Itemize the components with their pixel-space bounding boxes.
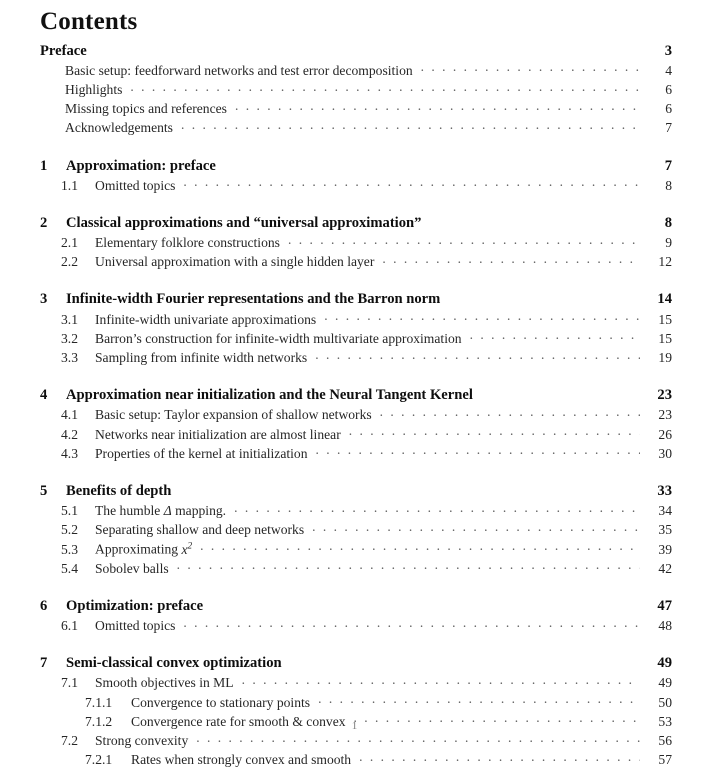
toc-entry-title: Acknowledgements: [65, 120, 173, 136]
toc-dot-leader: [421, 61, 640, 75]
toc-dot-leader: [380, 406, 640, 420]
toc-entry-number: 4.3: [61, 445, 78, 461]
toc-entry-number: 3: [40, 291, 48, 308]
toc-entry-page-number: 42: [658, 560, 672, 576]
toc-entry-title: Basic setup: Taylor expansion of shallow networks: [95, 407, 372, 423]
toc-entry-title: Highlights: [65, 81, 123, 97]
toc-entry-page-number: 15: [658, 330, 672, 346]
toc-entry-title: Strong convexity: [95, 733, 189, 749]
toc-entry-title: Missing topics and references: [65, 101, 227, 117]
toc-dot-leader: [95, 40, 640, 55]
toc-entry-page-number: 23: [657, 387, 672, 404]
toc-entry-number: 6: [40, 597, 48, 614]
toc-dot-leader: [290, 653, 640, 668]
toc-dot-leader: [242, 674, 640, 688]
toc-entry-number: 5.4: [61, 560, 78, 576]
toc-entry-page-number: 9: [665, 235, 672, 251]
toc-entry-number: 1: [40, 157, 48, 174]
toc-entry-number: 5.2: [61, 522, 78, 538]
toc-dot-leader: [288, 234, 640, 248]
toc-entry-number: 7.2: [61, 733, 78, 749]
toc-entry-title: Semi-classical convex optimization: [66, 655, 282, 672]
toc-dot-leader: [234, 502, 640, 516]
toc-entry-page-number: 56: [658, 733, 672, 749]
toc-entry-number: 7.2.1: [85, 752, 113, 768]
toc-entry-page-number: 4: [665, 62, 672, 78]
toc-entry-chapter[interactable]: [40, 40, 672, 58]
toc-entry-page-number: 6: [665, 81, 672, 97]
toc-entry-section[interactable]: [40, 617, 672, 633]
toc-dot-leader: [200, 540, 640, 554]
toc-entry-number: 7.1.2: [85, 713, 113, 729]
toc-entry-title: Approximating $x^2$: [95, 540, 193, 557]
toc-entry-chapter[interactable]: [40, 480, 672, 498]
toc-dot-leader: [316, 444, 640, 458]
toc-entry-chapter[interactable]: [40, 289, 672, 307]
toc-entry-number: 1.1: [61, 177, 78, 193]
toc-dot-leader: [224, 155, 640, 170]
toc-entry-title: Smooth objectives in ML: [95, 675, 234, 691]
toc-entry-front[interactable]: [40, 119, 672, 135]
toc-entry-number: 2: [40, 214, 48, 231]
toc-entry-page-number: 7: [665, 120, 672, 136]
toc-entry-title: Sampling from infinite width networks: [95, 350, 308, 366]
toc-entry-subsection[interactable]: [40, 751, 672, 767]
toc-entry-page-number: 19: [658, 350, 672, 366]
toc-dot-leader: [315, 348, 640, 362]
toc-entry-page-number: 7: [664, 157, 672, 174]
toc-dot-leader: [318, 693, 640, 707]
toc-entry-number: 3.2: [61, 330, 78, 346]
toc-entry-title: Infinite-width univariate approximations: [95, 311, 317, 327]
toc-dot-leader: [196, 731, 640, 745]
toc-dot-leader: [349, 425, 640, 439]
toc-entry-title: Convergence rate for smooth & convex: [131, 713, 346, 729]
toc-entry-section[interactable]: [40, 444, 672, 460]
toc-entry-section[interactable]: [40, 521, 672, 537]
toc-entry-title: Basic setup: feedforward networks and test error decomposition: [65, 62, 413, 78]
toc-entry-page-number: 50: [658, 694, 672, 710]
toc-entry-page-number: 53: [658, 713, 672, 729]
toc-entry-page-number: 12: [658, 254, 672, 270]
toc-entry-subsection[interactable]: [40, 693, 672, 709]
page-folio: 1: [351, 720, 358, 732]
toc-entry-section[interactable]: [40, 540, 672, 556]
toc-entry-page-number: 23: [658, 407, 672, 423]
toc-entry-number: 7.1.1: [85, 694, 113, 710]
toc-dot-leader: [179, 480, 640, 495]
toc-group-gap: [0, 272, 709, 289]
toc-entry-page-number: 35: [658, 522, 672, 538]
toc-entry-list: [0, 40, 709, 770]
toc-dot-leader: [448, 289, 640, 304]
toc-entry-number: 3.3: [61, 350, 78, 366]
toc-entry-page-number: 8: [665, 177, 672, 193]
toc-entry-page-number: 48: [658, 618, 672, 634]
toc-entry-page-number: 14: [657, 291, 672, 308]
toc-entry-section[interactable]: [40, 731, 672, 747]
toc-entry-chapter[interactable]: [40, 155, 672, 173]
toc-entry-title: Approximation near initialization and the Neural Tangent Kernel: [66, 387, 473, 404]
toc-dot-leader: [211, 595, 640, 610]
toc-entry-section[interactable]: [40, 502, 672, 518]
toc-dot-leader: [130, 80, 640, 94]
toc-entry-page-number: 47: [657, 597, 672, 614]
toc-entry-number: 5.3: [61, 541, 78, 557]
toc-entry-title: Elementary folklore constructions: [95, 235, 280, 251]
toc-dot-leader: [481, 385, 640, 400]
toc-entry-section[interactable]: [40, 310, 672, 326]
toc-entry-chapter[interactable]: [40, 595, 672, 613]
toc-entry-number: 7: [40, 655, 48, 672]
toc-entry-number: 5.1: [61, 503, 78, 519]
toc-entry-title: Sobolev balls: [95, 560, 169, 576]
toc-entry-title: Approximation: preface: [66, 157, 216, 174]
toc-dot-leader: [324, 310, 640, 324]
toc-entry-section[interactable]: [40, 674, 672, 690]
toc-entry-title: Classical approximations and “universal approximation”: [66, 214, 422, 231]
toc-dot-leader: [183, 617, 640, 631]
toc-entry-title: Networks near initialization are almost linear: [95, 426, 341, 442]
toc-entry-section[interactable]: [40, 329, 672, 345]
toc-entry-number: 5: [40, 482, 48, 499]
page-title: Contents: [40, 8, 138, 35]
toc-entry-number: 4: [40, 387, 48, 404]
toc-entry-title: Separating shallow and deep networks: [95, 522, 305, 538]
toc-group-gap: [0, 578, 709, 595]
toc-entry-title: Optimization: preface: [66, 597, 204, 614]
toc-entry-section[interactable]: [40, 559, 672, 575]
toc-group-gap: [0, 463, 709, 480]
toc-entry-title: Convergence to stationary points: [131, 694, 311, 710]
toc-group-gap: [0, 138, 709, 155]
toc-dot-leader: [359, 751, 640, 765]
toc-entry-chapter[interactable]: [40, 385, 672, 403]
toc-dot-leader: [312, 521, 640, 535]
toc-entry-front[interactable]: [40, 61, 672, 77]
toc-dot-leader: [235, 100, 640, 114]
toc-group-gap: [0, 195, 709, 212]
toc-entry-number: 4.2: [61, 426, 78, 442]
toc-group-gap: [0, 636, 709, 653]
toc-entry-number: 4.1: [61, 407, 78, 423]
toc-entry-front[interactable]: [40, 100, 672, 116]
toc-entry-number: 7.1: [61, 675, 78, 691]
toc-entry-page-number: 33: [657, 482, 672, 499]
toc-entry-page-number: 6: [665, 101, 672, 117]
toc-entry-title: Benefits of depth: [66, 482, 172, 499]
toc-entry-number: 3.1: [61, 311, 78, 327]
toc-entry-chapter[interactable]: [40, 653, 672, 671]
toc-entry-page-number: 49: [657, 655, 672, 672]
toc-entry-section[interactable]: [40, 348, 672, 364]
toc-dot-leader: [382, 253, 640, 267]
toc-entry-page-number: 39: [658, 541, 672, 557]
toc-entry-number: 6.1: [61, 618, 78, 634]
toc-entry-title: Properties of the kernel at initialization: [95, 445, 308, 461]
toc-entry-title: Omitted topics: [95, 177, 176, 193]
toc-entry-section[interactable]: [40, 253, 672, 269]
toc-entry-section[interactable]: [40, 176, 672, 192]
toc-entry-title: Infinite-width Fourier representations and the Barron norm: [66, 291, 441, 308]
toc-entry-title: The humble Δ mapping.: [95, 503, 227, 519]
toc-entry-section[interactable]: [40, 406, 672, 422]
toc-entry-title: Universal approximation with a single hidden layer: [95, 254, 375, 270]
toc-entry-page-number: 34: [658, 503, 672, 519]
toc-entry-page-number: 3: [664, 42, 672, 59]
toc-dot-leader: [429, 212, 640, 227]
toc-dot-leader: [177, 559, 640, 573]
toc-entry-number: 2.1: [61, 235, 78, 251]
toc-entry-title: Omitted topics: [95, 618, 176, 634]
toc-entry-page-number: 26: [658, 426, 672, 442]
toc-entry-title: Preface: [40, 42, 87, 59]
toc-group-gap: [0, 368, 709, 385]
toc-entry-title: Barron’s construction for infinite-width multivariate approximation: [95, 330, 462, 346]
toc-entry-chapter[interactable]: [40, 212, 672, 230]
toc-entry-number: 2.2: [61, 254, 78, 270]
toc-dot-leader: [470, 329, 640, 343]
toc-entry-page-number: 15: [658, 311, 672, 327]
toc-dot-leader: [181, 119, 640, 133]
toc-entry-page-number: 8: [664, 214, 672, 231]
toc-entry-page-number: 30: [658, 445, 672, 461]
toc-entry-title: Rates when strongly convex and smooth: [131, 752, 352, 768]
toc-entry-section[interactable]: [40, 234, 672, 250]
toc-entry-section[interactable]: [40, 425, 672, 441]
toc-entry-page-number: 49: [658, 675, 672, 691]
toc-dot-leader: [183, 176, 640, 190]
toc-entry-page-number: 57: [658, 752, 672, 768]
toc-entry-front[interactable]: [40, 80, 672, 96]
